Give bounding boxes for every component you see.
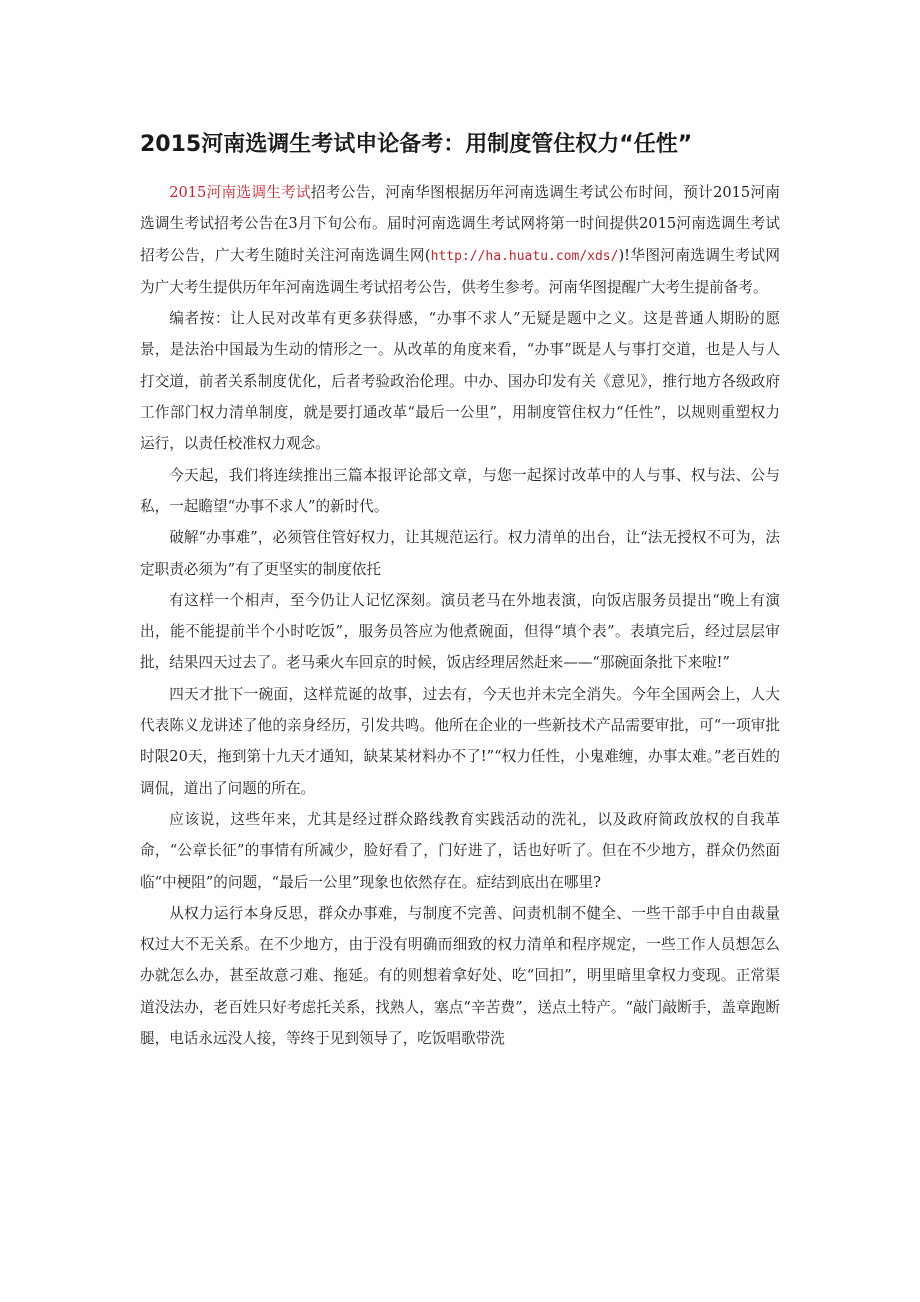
series-paragraph: 今天起，我们将连续推出三篇本报评论部文章，与您一起探讨改革中的人与事、权与法、公与私，一起瞻望“办事不求人”的新时代。 bbox=[140, 466, 780, 515]
article-body bbox=[140, 177, 780, 1054]
exam-link[interactable]: 2015河南选调生考试 bbox=[169, 184, 311, 201]
article-title: 2015河南选调生考试申论备考：用制度管住权力“任性” bbox=[140, 132, 693, 157]
reform-paragraph: 应该说，这些年来，尤其是经过群众路线教育实践活动的洗礼，以及政府简政放权的自我革命，“公章长征”的事情有所减少，脸好看了，门好进了，话也好听了。但在不少地方，群众仍然面临“中梗阻”的问题，“最后一公里”现象也依然存在。症结到底出在哪里? bbox=[140, 810, 780, 891]
editor-note-paragraph: 编者按：让人民对改革有更多获得感，“办事不求人”无疑是题中之义。这是普通人期盼的愿景，是法治中国最为生动的情形之一。从改革的角度来看，“办事”既是人与事打交道，也是人与人打交道，前者关系制度优化，后者考验政治伦理。中办、国办印发有关《意见》，推行地方各级政府工作部门权力清单制度，就是要打通改革“最后一公里”，用制度管住权力“任性”，以规则重塑权力运行，以责任校准权力观念。 bbox=[140, 310, 780, 453]
anecdote-paragraph: 有这样一个相声，至今仍让人记忆深刻。演员老马在外地表演，向饭店服务员提出“晚上有演出，能不能提前半个小时吃饭”，服务员答应为他煮碗面，但得“填个表”。表填完后，经过层层审批，结果四天过去了。老马乘火车回京的时候，饭店经理居然赶来——“那碗面条批下来啦!” bbox=[140, 591, 780, 672]
npc-paragraph: 四天才批下一碗面，这样荒诞的故事，过去有，今天也并未完全消失。今年全国两会上，人大代表陈义龙讲述了他的亲身经历，引发共鸣。他所在企业的一些新技术产品需要审批，可“一项审批时限20天，拖到第十九天才通知，缺某某材料办不了!”“权力任性，小鬼难缠，办事太难。”老百姓的调侃，道出了问题的所在。 bbox=[140, 685, 780, 797]
reflection-paragraph: 从权力运行本身反思，群众办事难，与制度不完善、问责机制不健全、一些干部手中自由裁量权过大不无关系。在不少地方，由于没有明确而细致的权力清单和程序规定，一些工作人员想怎么办就怎么办，甚至故意刁难、拖延。有的则想着拿好处、吃“回扣”，明里暗里拿权力变现。正常渠道没法办，老百姓只好考虑托关系，找熟人，塞点“辛苦费”，送点土特产。“敲门敲断手，盖章跑断腿，电话永远没人接，等终于见到领导了，吃饭唱歌带洗 bbox=[140, 904, 780, 1048]
subtitle-paragraph: 破解“办事难”，必须管住管好权力，让其规范运行。权力清单的出台，让“法无授权不可为，法定职责必须为”有了更坚实的制度依托 bbox=[140, 529, 780, 578]
intro-text-b: )!华图河南选调生考试网为广大考生提供历年年河南选调生考试招考公告，供考生参考。河南华图提醒广大考生提前备考。 bbox=[140, 246, 780, 296]
intro-paragraph bbox=[140, 177, 780, 303]
intro-text-a: 招考公告，河南华图根据历年河南选调生考试公布时间，预计2015河南选调生考试招考公告在3月下旬公布。届时河南选调生考试网将第一时间提供2015河南选调生考试招考公告，广大考生随时关注河南选调生网( bbox=[140, 184, 780, 264]
website-link[interactable]: http://ha.huatu.com/xds/ bbox=[430, 248, 619, 264]
